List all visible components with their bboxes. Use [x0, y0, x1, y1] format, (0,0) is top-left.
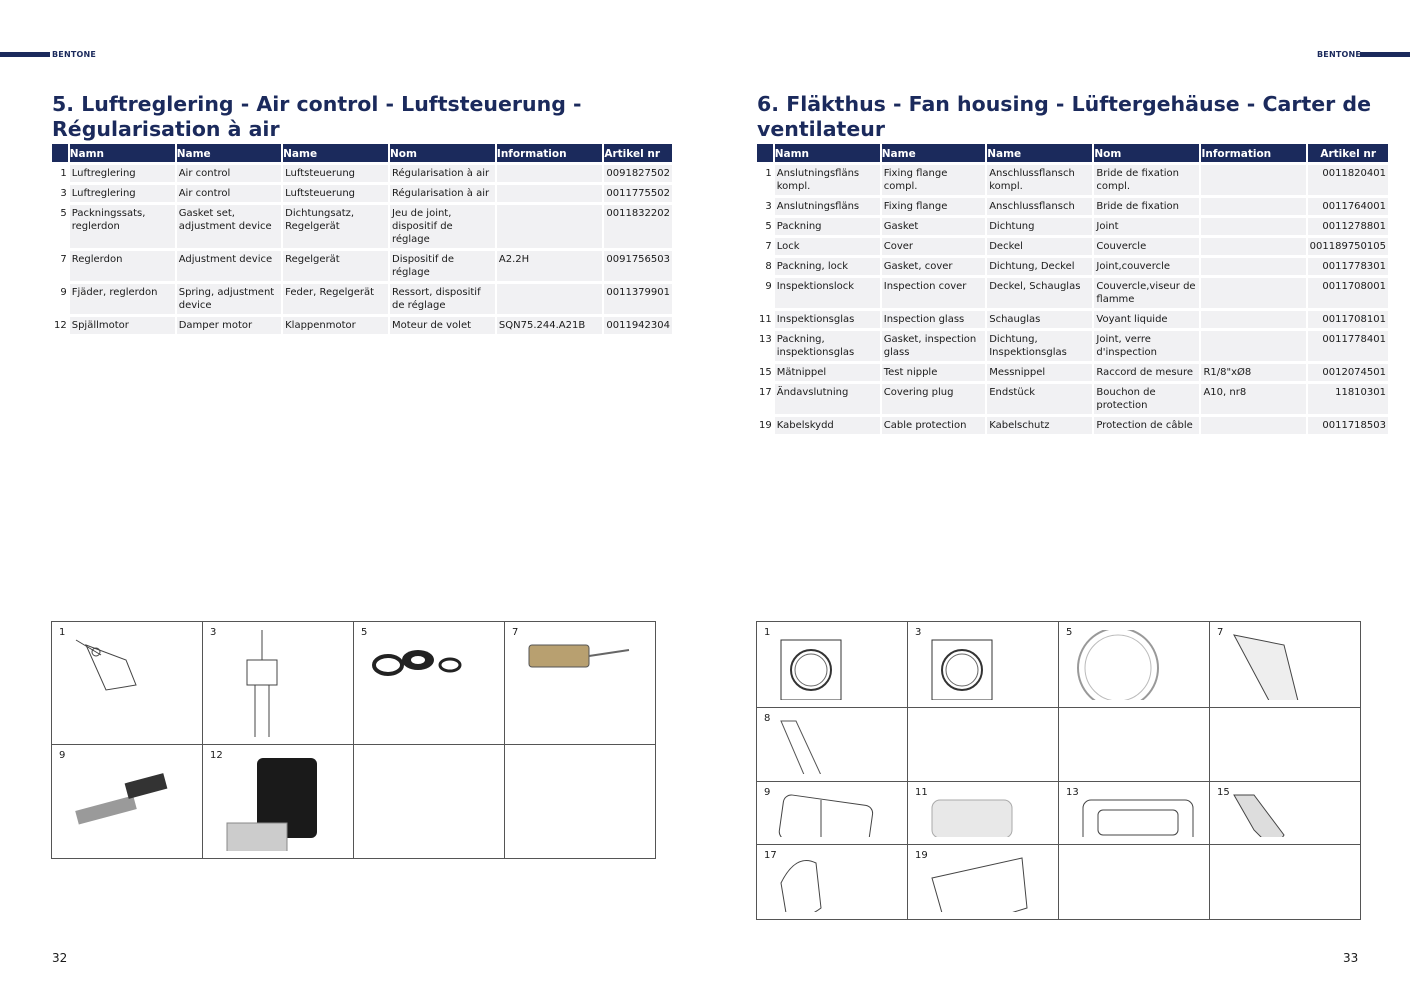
cell-art: 0011278801 [1308, 218, 1388, 235]
cell-info [1201, 165, 1305, 195]
cell-sv: Fjäder, reglerdon [70, 284, 175, 314]
cell-de: Dichtung, Deckel [987, 258, 1092, 275]
cell-de: Messnippel [987, 364, 1092, 381]
image-cell-label: 3 [915, 627, 922, 638]
cell-fr: Raccord de mesure [1094, 364, 1199, 381]
cell-sv: Packning [775, 218, 880, 235]
header-cell: Name [177, 144, 281, 162]
cell-art: 0091827502 [604, 165, 672, 182]
image-cell [52, 622, 203, 745]
image-cell [1210, 782, 1361, 845]
table-row [52, 251, 672, 281]
image-cell [908, 708, 1059, 782]
inspection-cover-image [771, 790, 901, 837]
cell-pos: 5 [52, 205, 68, 248]
air-control-assembly-image [217, 630, 347, 737]
cell-info: R1/8"xØ8 [1201, 364, 1305, 381]
header-cell: Name [987, 144, 1092, 162]
section-title-right: 6. Fläkthus - Fan housing - Lüftergehäuse - Carter de ventilateur [757, 92, 1371, 141]
image-cell-label: 11 [915, 787, 928, 798]
cell-de: Luftsteuerung [283, 165, 388, 182]
image-cell [908, 622, 1059, 708]
cell-sv: Mätnippel [775, 364, 880, 381]
table-row [757, 311, 1388, 328]
cell-en: Air control [177, 165, 281, 182]
image-cell-label: 19 [915, 850, 928, 861]
cell-sv: Packning, lock [775, 258, 880, 275]
cell-art: 0011775502 [604, 185, 672, 202]
cell-fr: Joint [1094, 218, 1199, 235]
cell-fr: Couvercle,viseur de flamme [1094, 278, 1199, 308]
cell-fr: Voyant liquide [1094, 311, 1199, 328]
image-cell-label: 7 [512, 627, 519, 638]
header-cell: Nom [390, 144, 495, 162]
cell-info: A10, nr8 [1201, 384, 1305, 414]
cell-de: Luftsteuerung [283, 185, 388, 202]
table-row [52, 284, 672, 314]
image-cell [203, 622, 354, 745]
cell-info [497, 165, 602, 182]
cell-de: Regelgerät [283, 251, 388, 281]
cell-sv: Anslutningsfläns [775, 198, 880, 215]
cell-fr: Bouchon de protection [1094, 384, 1199, 414]
image-cell [1059, 622, 1210, 708]
cell-de: Feder, Regelgerät [283, 284, 388, 314]
cell-art: 0011778301 [1308, 258, 1388, 275]
cell-pos: 15 [757, 364, 773, 381]
cell-de: Klappenmotor [283, 317, 388, 334]
cell-fr: Joint,couvercle [1094, 258, 1199, 275]
cell-en: Gasket, inspection glass [882, 331, 985, 361]
cell-en: Damper motor [177, 317, 281, 334]
header-cell-pos [757, 144, 773, 162]
cell-info [497, 185, 602, 202]
parts-table-left [50, 141, 674, 337]
cell-en: Adjustment device [177, 251, 281, 281]
cell-fr: Bride de fixation compl. [1094, 165, 1199, 195]
table-row [757, 198, 1388, 215]
cell-art: 0011778401 [1308, 331, 1388, 361]
cell-de: Dichtungsatz, Regelgerät [283, 205, 388, 248]
cell-fr: Moteur de volet [390, 317, 495, 334]
cell-art: 0011718503 [1308, 417, 1388, 434]
cell-en: Covering plug [882, 384, 985, 414]
damper-motor-image [217, 753, 347, 851]
covering-plug-image [771, 853, 901, 912]
table-row [52, 317, 672, 334]
header-cell: Artikel nr [604, 144, 672, 162]
image-cell-label: 7 [1217, 627, 1224, 638]
table-row [757, 258, 1388, 275]
cell-de: Dichtung [987, 218, 1092, 235]
table-row [757, 417, 1388, 434]
image-cell-label: 17 [764, 850, 777, 861]
cell-de: Dichtung, Inspektionsglas [987, 331, 1092, 361]
cell-info [497, 284, 602, 314]
cell-pos: 19 [757, 417, 773, 434]
cell-info [1201, 417, 1305, 434]
image-cell [757, 622, 908, 708]
image-cell-label: 1 [59, 627, 66, 638]
image-cell-label: 1 [764, 627, 771, 638]
cell-fr: Protection de câble [1094, 417, 1199, 434]
cell-art: 0011764001 [1308, 198, 1388, 215]
header-cell: Name [882, 144, 985, 162]
cell-pos: 17 [757, 384, 773, 414]
table-row [52, 185, 672, 202]
cell-info: SQN75.244.A21B [497, 317, 602, 334]
cable-protection-image [922, 853, 1052, 912]
table-row [757, 384, 1388, 414]
cell-en: Gasket, cover [882, 258, 985, 275]
cell-art: 0011708001 [1308, 278, 1388, 308]
image-cell-label: 5 [1066, 627, 1073, 638]
cell-fr: Jeu de joint, dispositif de réglage [390, 205, 495, 248]
cell-info [1201, 218, 1305, 235]
image-cell [1210, 708, 1361, 782]
fixing-flange-image [922, 630, 1052, 700]
cell-info [1201, 311, 1305, 328]
table-row [52, 205, 672, 248]
gasket-image [1073, 630, 1203, 700]
table-row [52, 165, 672, 182]
cell-fr: Bride de fixation [1094, 198, 1199, 215]
cell-fr: Régularisation à air [390, 185, 495, 202]
inspection-glass-image [922, 790, 1052, 837]
image-cell-label: 9 [59, 750, 66, 761]
image-cell-label: 13 [1066, 787, 1079, 798]
cell-info: A2.2H [497, 251, 602, 281]
fixing-flange-compl-image [771, 630, 901, 700]
cell-fr: Ressort, dispositif de réglage [390, 284, 495, 314]
image-cell [1210, 845, 1361, 920]
table-row [757, 331, 1388, 361]
cell-pos: 11 [757, 311, 773, 328]
cell-info [1201, 258, 1305, 275]
header-cell: Information [1201, 144, 1305, 162]
page-number-left: 32 [52, 951, 68, 965]
cover-image [1224, 630, 1354, 700]
brand-bar-right [1360, 52, 1410, 57]
image-cell [52, 745, 203, 859]
cell-sv: Spjällmotor [70, 317, 175, 334]
page-number-right: 33 [1343, 951, 1359, 965]
image-cell [908, 845, 1059, 920]
cell-art: 0011379901 [604, 284, 672, 314]
header-cell: Information [497, 144, 602, 162]
cell-info [1201, 238, 1305, 255]
image-cell [1210, 622, 1361, 708]
cell-info [1201, 198, 1305, 215]
cell-sv: Lock [775, 238, 880, 255]
cell-pos: 13 [757, 331, 773, 361]
cell-en: Cover [882, 238, 985, 255]
cell-en: Inspection glass [882, 311, 985, 328]
cell-pos: 3 [52, 185, 68, 202]
cell-fr: Joint, verre d'inspection [1094, 331, 1199, 361]
image-cell [354, 622, 505, 745]
cell-en: Cable protection [882, 417, 985, 434]
image-grid-left [51, 621, 656, 859]
gasket-set-image [368, 630, 498, 737]
header-cell: Namn [775, 144, 880, 162]
header-cell-pos [52, 144, 68, 162]
cell-de: Deckel, Schauglas [987, 278, 1092, 308]
image-cell-label: 12 [210, 750, 223, 761]
cell-fr: Couvercle [1094, 238, 1199, 255]
cell-sv: Luftreglering [70, 185, 175, 202]
cell-de: Deckel [987, 238, 1092, 255]
parts-table-right [755, 141, 1390, 437]
gasket-inspection-glass-image [1073, 790, 1203, 837]
cell-fr: Régularisation à air [390, 165, 495, 182]
image-cell [1059, 782, 1210, 845]
cell-sv: Luftreglering [70, 165, 175, 182]
spring-image [66, 753, 196, 851]
cell-pos: 9 [52, 284, 68, 314]
image-cell-label: 5 [361, 627, 368, 638]
cell-sv: Packningssats, reglerdon [70, 205, 175, 248]
cell-pos: 1 [757, 165, 773, 195]
cell-art: 0091756503 [604, 251, 672, 281]
image-cell-label: 3 [210, 627, 217, 638]
table-row [757, 165, 1388, 195]
table-row [757, 218, 1388, 235]
image-cell-label: 8 [764, 713, 771, 724]
cell-sv: Inspektionsglas [775, 311, 880, 328]
brand-bar-left [0, 52, 50, 57]
cell-art: 001189750105 [1308, 238, 1388, 255]
cell-en: Inspection cover [882, 278, 985, 308]
cell-de: Anschlussflansch [987, 198, 1092, 215]
air-control-image [66, 630, 196, 737]
cell-fr: Dispositif de réglage [390, 251, 495, 281]
image-cell-label: 9 [764, 787, 771, 798]
image-cell [757, 708, 908, 782]
brand-label-left: BENTONE [52, 50, 97, 59]
cell-pos: 1 [52, 165, 68, 182]
cell-en: Air control [177, 185, 281, 202]
cell-pos: 7 [757, 238, 773, 255]
cell-sv: Inspektionslock [775, 278, 880, 308]
cell-sv: Kabelskydd [775, 417, 880, 434]
cell-sv: Packning, inspektionsglas [775, 331, 880, 361]
image-cell [757, 845, 908, 920]
table-row [757, 238, 1388, 255]
image-cell [203, 745, 354, 859]
cell-art: 0011942304 [604, 317, 672, 334]
cell-art: 0011820401 [1308, 165, 1388, 195]
header-cell: Namn [70, 144, 175, 162]
cell-pos: 12 [52, 317, 68, 334]
cell-art: 0012074501 [1308, 364, 1388, 381]
header-cell: Nom [1094, 144, 1199, 162]
cell-pos: 9 [757, 278, 773, 308]
cell-sv: Anslutningsfläns kompl. [775, 165, 880, 195]
cell-sv: Ändavslutning [775, 384, 880, 414]
table-row [757, 364, 1388, 381]
cell-en: Gasket [882, 218, 985, 235]
image-cell-label: 15 [1217, 787, 1230, 798]
gasket-cover-image [771, 716, 901, 774]
image-cell [505, 745, 656, 859]
cell-art: 0011832202 [604, 205, 672, 248]
cell-de: Kabelschutz [987, 417, 1092, 434]
cell-en: Fixing flange compl. [882, 165, 985, 195]
section-title-left: 5. Luftreglering - Air control - Luftsteuerung - Régularisation à air [52, 92, 582, 141]
image-cell [354, 745, 505, 859]
cell-de: Endstück [987, 384, 1092, 414]
cell-de: Anschlussflansch kompl. [987, 165, 1092, 195]
image-cell [505, 622, 656, 745]
test-nipple-image [1224, 790, 1354, 837]
image-cell [1059, 845, 1210, 920]
table-header-row [52, 144, 672, 162]
header-cell: Name [283, 144, 388, 162]
cell-info [1201, 331, 1305, 361]
cell-en: Spring, adjustment device [177, 284, 281, 314]
cell-art: 0011708101 [1308, 311, 1388, 328]
table-row [757, 278, 1388, 308]
cell-en: Gasket set, adjustment device [177, 205, 281, 248]
cell-pos: 5 [757, 218, 773, 235]
cell-sv: Reglerdon [70, 251, 175, 281]
header-cell: Artikel nr [1308, 144, 1388, 162]
adjustment-device-image [519, 630, 649, 737]
cell-pos: 8 [757, 258, 773, 275]
cell-en: Test nipple [882, 364, 985, 381]
image-cell [1059, 708, 1210, 782]
cell-info [497, 205, 602, 248]
cell-de: Schauglas [987, 311, 1092, 328]
cell-info [1201, 278, 1305, 308]
table-header-row [757, 144, 1388, 162]
image-cell [757, 782, 908, 845]
brand-label-right: BENTONE [1317, 50, 1362, 59]
cell-pos: 7 [52, 251, 68, 281]
image-grid-right [756, 621, 1361, 920]
image-cell [908, 782, 1059, 845]
cell-art: 11810301 [1308, 384, 1388, 414]
cell-pos: 3 [757, 198, 773, 215]
cell-en: Fixing flange [882, 198, 985, 215]
